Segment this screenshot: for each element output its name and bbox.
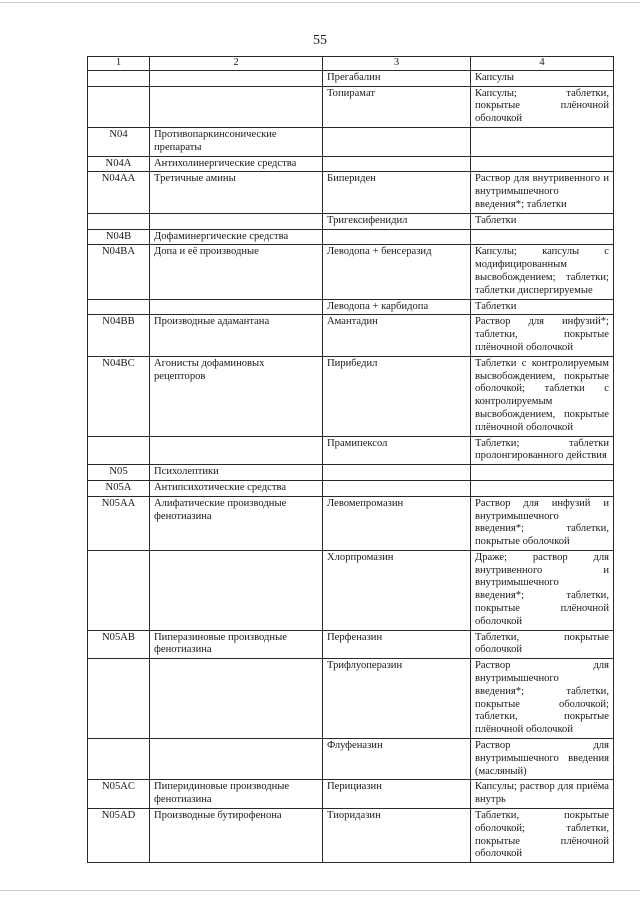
drug-name-cell: Флуфеназин <box>323 739 471 780</box>
dosage-form-cell: Капсулы <box>471 70 614 86</box>
group-name-cell: Антихолинергические средства <box>150 156 323 172</box>
dosage-form-cell: Таблетки <box>471 213 614 229</box>
page-number: 55 <box>313 33 327 48</box>
dosage-form-cell: Раствор для инфузий и внутримышечного введения*; таблетки, покрытые оболочкой <box>471 496 614 550</box>
atc-code-cell: N04AA <box>88 172 150 213</box>
page-top-edge <box>0 2 640 3</box>
atc-code-cell: N04BB <box>88 315 150 356</box>
atc-code-cell: N04A <box>88 156 150 172</box>
atc-code-cell <box>88 550 150 630</box>
atc-code-cell: N04BC <box>88 356 150 436</box>
dosage-form-cell <box>471 127 614 156</box>
group-name-cell: Агонисты дофаминовых рецепторов <box>150 356 323 436</box>
drug-name-cell: Леводопа + карбидопа <box>323 299 471 315</box>
table-row <box>88 156 614 172</box>
atc-code-cell: N05 <box>88 465 150 481</box>
atc-code-cell: N04B <box>88 229 150 245</box>
group-name-cell: Допа и её производные <box>150 245 323 299</box>
drug-name-cell: Леводопа + бенсеразид <box>323 245 471 299</box>
group-name-cell <box>150 739 323 780</box>
drug-name-cell: Тиоридазин <box>323 809 471 863</box>
table-row <box>88 630 614 659</box>
group-name-cell <box>150 436 323 465</box>
group-name-cell: Психолептики <box>150 465 323 481</box>
drug-name-cell: Трифлуоперазин <box>323 659 471 739</box>
atc-code-cell <box>88 213 150 229</box>
atc-code-cell <box>88 70 150 86</box>
column-header-4: 4 <box>471 57 614 71</box>
dosage-form-cell: Капсулы; раствор для приёма внутрь <box>471 780 614 809</box>
group-name-cell <box>150 86 323 127</box>
group-name-cell: Алифатические производные фенотиазина <box>150 496 323 550</box>
dosage-form-cell: Раствор для внутривенного и внутримышечного введения*; таблетки <box>471 172 614 213</box>
drug-name-cell: Амантадин <box>323 315 471 356</box>
drug-name-cell: Хлорпромазин <box>323 550 471 630</box>
table-row <box>88 245 614 299</box>
atc-code-cell <box>88 436 150 465</box>
dosage-form-cell <box>471 465 614 481</box>
atc-code-cell: N04BA <box>88 245 150 299</box>
table-row <box>88 550 614 630</box>
atc-code-cell <box>88 659 150 739</box>
table-row <box>88 480 614 496</box>
atc-code-cell: N05AB <box>88 630 150 659</box>
atc-code-cell: N05AD <box>88 809 150 863</box>
group-name-cell: Третичные амины <box>150 172 323 213</box>
table-row <box>88 172 614 213</box>
drug-name-cell: Левомепромазин <box>323 496 471 550</box>
drug-name-cell <box>323 229 471 245</box>
atc-code-cell: N05AC <box>88 780 150 809</box>
page-bottom-edge <box>0 890 640 891</box>
dosage-form-cell: Драже; раствор для внутривенного и внутримышечного введения*; таблетки, покрытые плёночной оболочкой <box>471 550 614 630</box>
dosage-form-cell: Раствор для внутримышечного введения*; таблетки, покрытые оболочкой; таблетки, покрытые плёночной оболочкой <box>471 659 614 739</box>
atc-code-cell <box>88 739 150 780</box>
table-row <box>88 86 614 127</box>
table-row <box>88 436 614 465</box>
table-row <box>88 213 614 229</box>
group-name-cell: Антипсихотические средства <box>150 480 323 496</box>
group-name-cell: Пиперидиновые производные фенотиазина <box>150 780 323 809</box>
table-row <box>88 356 614 436</box>
dosage-form-cell: Таблетки <box>471 299 614 315</box>
dosage-form-cell: Капсулы; капсулы с модифицированным высвобождением; таблетки; таблетки диспергируемые <box>471 245 614 299</box>
column-header-1: 1 <box>88 57 150 71</box>
drug-name-cell <box>323 127 471 156</box>
group-name-cell <box>150 659 323 739</box>
group-name-cell: Дофаминергические средства <box>150 229 323 245</box>
table-header-row <box>88 57 614 71</box>
table-row <box>88 780 614 809</box>
drug-name-cell: Пирибедил <box>323 356 471 436</box>
group-name-cell <box>150 299 323 315</box>
dosage-form-cell: Таблетки, покрытые оболочкой <box>471 630 614 659</box>
table-row <box>88 299 614 315</box>
drug-name-cell: Тригексифенидил <box>323 213 471 229</box>
table-row <box>88 70 614 86</box>
drug-classification-table <box>87 56 614 863</box>
dosage-form-cell: Капсулы; таблетки, покрытые плёночной оболочкой <box>471 86 614 127</box>
dosage-form-cell <box>471 156 614 172</box>
dosage-form-cell: Таблетки, покрытые оболочкой; таблетки, покрытые плёночной оболочкой <box>471 809 614 863</box>
group-name-cell <box>150 213 323 229</box>
atc-code-cell: N05AA <box>88 496 150 550</box>
drug-name-cell: Перициазин <box>323 780 471 809</box>
group-name-cell: Пиперазиновые производные фенотиазина <box>150 630 323 659</box>
table-row <box>88 739 614 780</box>
table-row <box>88 809 614 863</box>
drug-name-cell: Прамипексол <box>323 436 471 465</box>
drug-name-cell <box>323 465 471 481</box>
table-row <box>88 496 614 550</box>
drug-name-cell: Бипериден <box>323 172 471 213</box>
group-name-cell <box>150 550 323 630</box>
atc-code-cell: N05A <box>88 480 150 496</box>
table-row <box>88 315 614 356</box>
dosage-form-cell: Раствор для внутримышечного введения (масляный) <box>471 739 614 780</box>
dosage-form-cell <box>471 229 614 245</box>
atc-code-cell: N04 <box>88 127 150 156</box>
group-name-cell <box>150 70 323 86</box>
group-name-cell: Производные адамантана <box>150 315 323 356</box>
column-header-2: 2 <box>150 57 323 71</box>
table-row <box>88 465 614 481</box>
drug-name-cell: Топирамат <box>323 86 471 127</box>
table-row <box>88 127 614 156</box>
table-row <box>88 229 614 245</box>
dosage-form-cell: Таблетки; таблетки пролонгированного действия <box>471 436 614 465</box>
column-header-3: 3 <box>323 57 471 71</box>
dosage-form-cell: Таблетки с контролируемым высвобождением, покрытые оболочкой; таблетки с контролируемым высвобождением, покрытые плёночной оболочкой <box>471 356 614 436</box>
drug-name-cell: Прегабалин <box>323 70 471 86</box>
drug-name-cell: Перфеназин <box>323 630 471 659</box>
table-row <box>88 659 614 739</box>
dosage-form-cell: Раствор для инфузий*; таблетки, покрытые плёночной оболочкой <box>471 315 614 356</box>
group-name-cell: Производные бутирофенона <box>150 809 323 863</box>
drug-name-cell <box>323 480 471 496</box>
atc-code-cell <box>88 299 150 315</box>
drug-name-cell <box>323 156 471 172</box>
atc-code-cell <box>88 86 150 127</box>
dosage-form-cell <box>471 480 614 496</box>
group-name-cell: Противопаркинсонические препараты <box>150 127 323 156</box>
